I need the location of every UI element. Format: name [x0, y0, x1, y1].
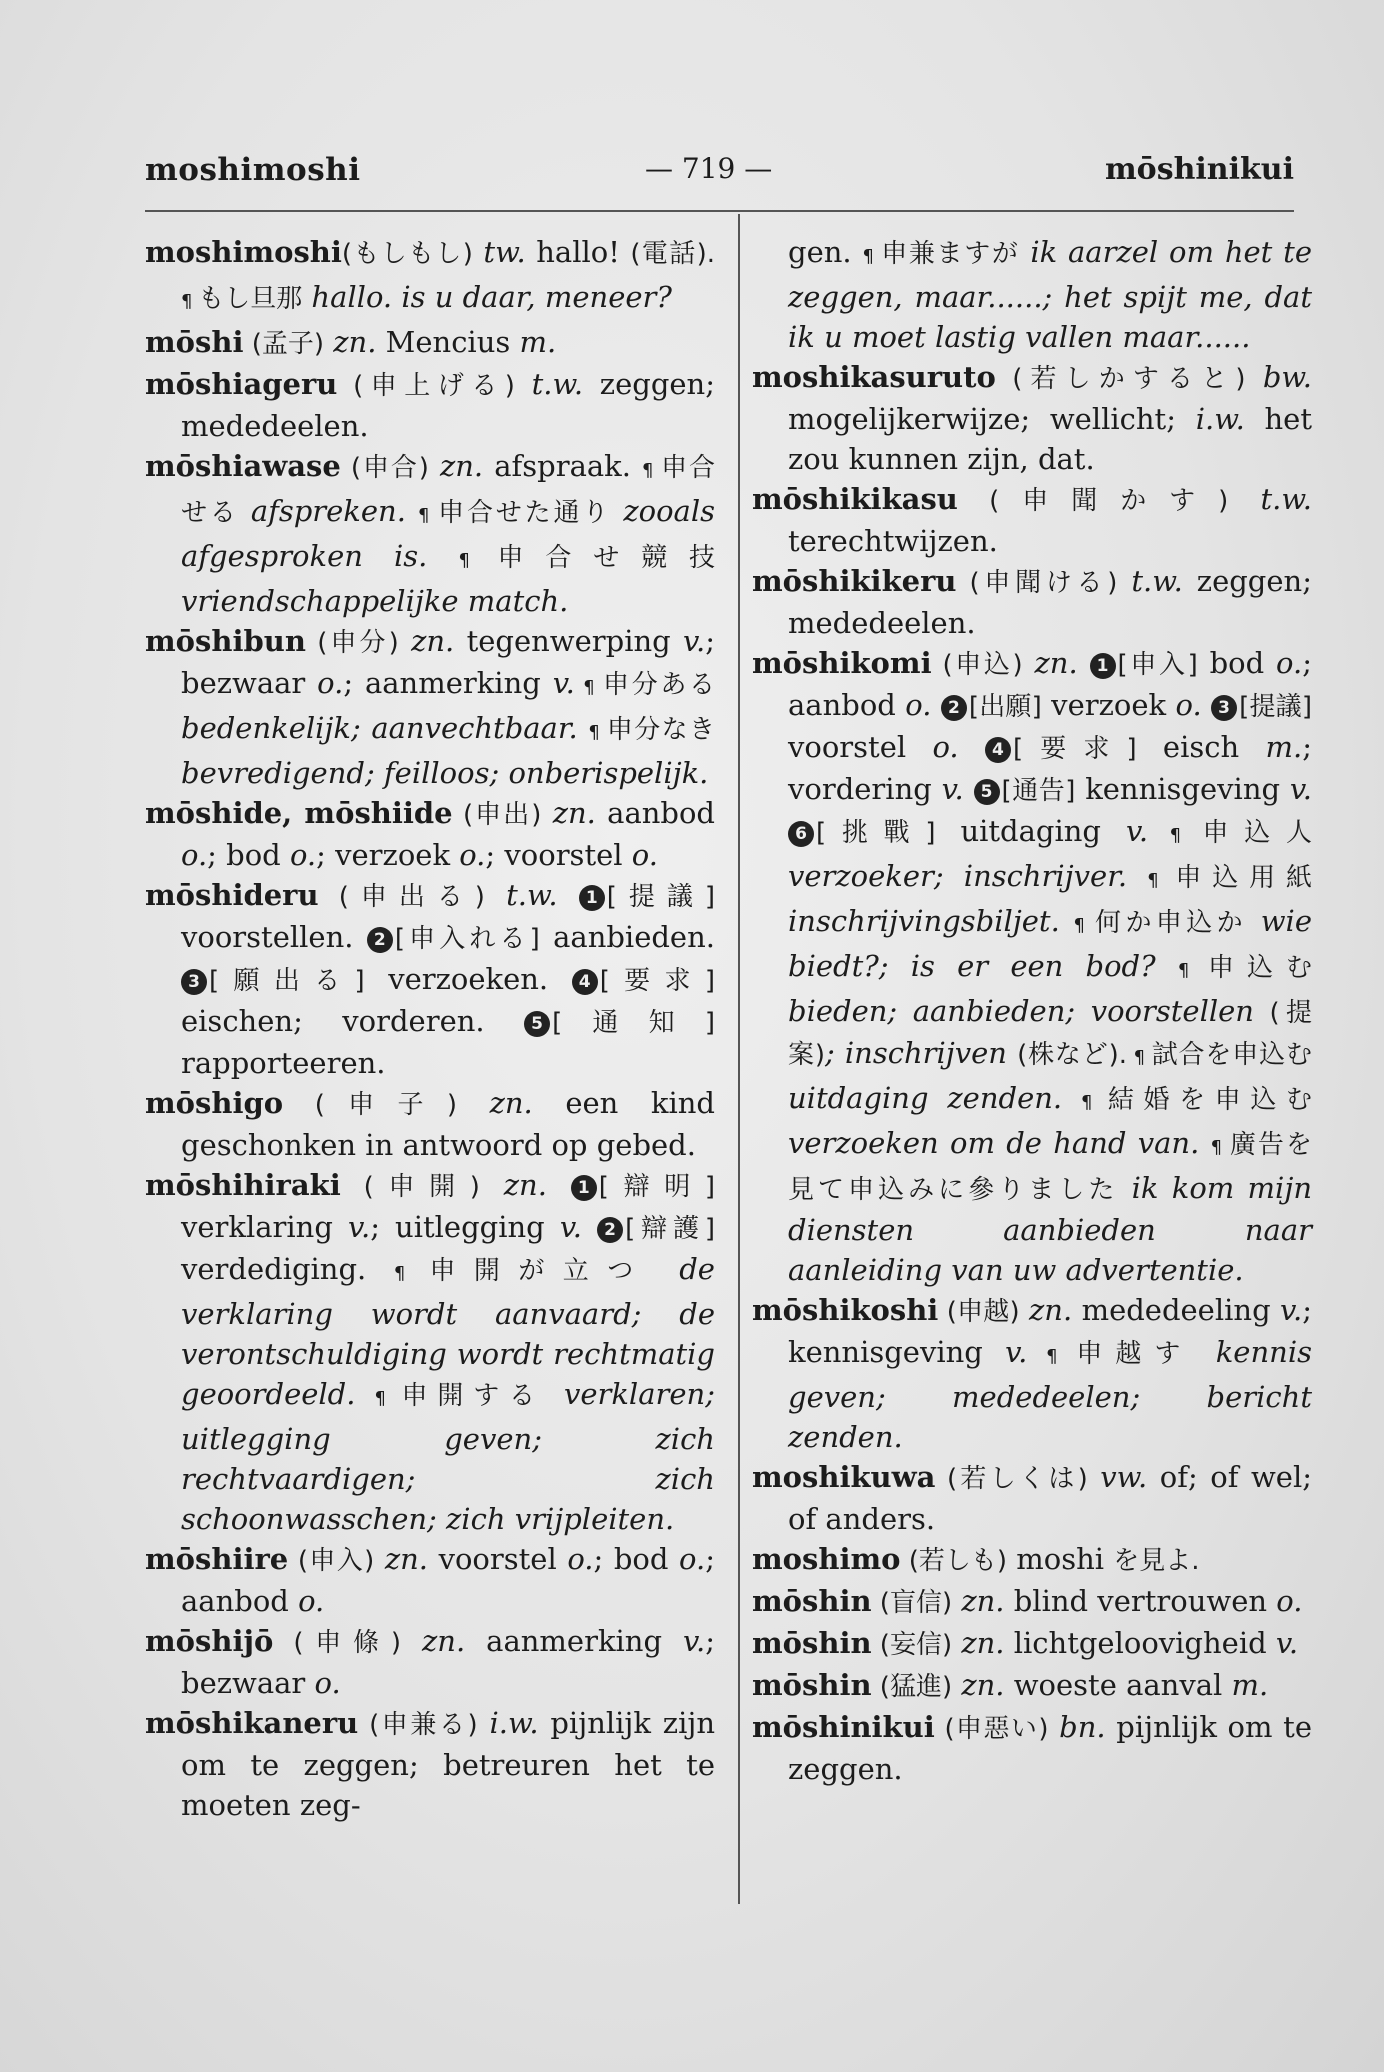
japanese-text: [通知]: [552, 1008, 715, 1038]
definition-text: [964, 772, 974, 806]
definition-text: [582, 1210, 597, 1244]
example-text: ik kom mijn diensten aanbieden naar aanleiding van uw advertentie.: [788, 1171, 1312, 1287]
example-text: verzoeker; inschrijver.: [788, 859, 1148, 893]
sense-number: 1: [1090, 653, 1116, 679]
dictionary-entry: [145, 232, 715, 322]
grammar-label: o.: [905, 688, 932, 722]
japanese-text: (孟子): [243, 329, 325, 359]
japanese-text: (妄信): [871, 1630, 953, 1660]
grammar-label: o.: [631, 838, 658, 872]
japanese-text: (猛進): [871, 1672, 953, 1702]
grammar-label: zn.: [479, 1168, 571, 1202]
definition-text: eischen; vorderen.: [181, 1004, 525, 1038]
grammar-label: v.: [1005, 1335, 1028, 1369]
grammar-label: v.: [1280, 1293, 1303, 1327]
dictionary-entry: [145, 621, 715, 793]
definition-text: Mencius: [376, 325, 520, 359]
sense-number: 5: [524, 1011, 550, 1037]
definition-text: een kind geschonken in antwoord op gebed.: [181, 1086, 715, 1162]
headword: mōshin: [752, 1668, 872, 1702]
pilcrow-mark: ¶: [418, 505, 439, 526]
japanese-text: (もしもし): [341, 239, 473, 269]
pilcrow-mark: ¶: [642, 460, 662, 481]
definition-text: ; uitlegging: [370, 1210, 560, 1244]
headword: mōshiire: [145, 1542, 289, 1576]
grammar-label: o.: [932, 730, 959, 764]
japanese-text: 申開する: [401, 1381, 545, 1411]
example-text: uitdaging zenden.: [788, 1081, 1081, 1115]
japanese-text: (申條): [273, 1628, 401, 1658]
dictionary-entry: [145, 364, 715, 446]
headword: mōshin: [752, 1584, 872, 1618]
definition-text: verdediging.: [181, 1252, 394, 1286]
example-text: hallo. is u daar, meneer?: [302, 280, 672, 314]
dictionary-entry: [752, 357, 1312, 479]
headword: mōshikomi: [752, 646, 932, 680]
japanese-text: (若しくは): [935, 1464, 1088, 1494]
japanese-text: [辯護]: [625, 1214, 715, 1244]
definition-text: aanmerking: [465, 1624, 684, 1658]
definition-text: hallo!: [525, 235, 631, 269]
headword: mōshiageru: [145, 367, 338, 401]
grammar-label: zn.: [952, 1584, 1005, 1618]
definition-text: verzoek: [1041, 688, 1176, 722]
headword: mōshiawase: [145, 449, 341, 483]
japanese-text: (盲信): [871, 1588, 953, 1618]
definition-text: mogelijkerwijze; wellicht;: [788, 402, 1196, 436]
definition-text: zeggen; mededeelen.: [181, 367, 715, 443]
definition-text: aanbod: [595, 796, 715, 830]
definition-text: uitdaging: [935, 814, 1126, 848]
sense-number: 4: [572, 969, 598, 995]
japanese-text: (申分): [305, 628, 399, 658]
example-text: ik aarzel om het te zeggen, maar......; het spijt me, dat ik u moet lastig vallen maar......: [788, 235, 1312, 354]
definition-text: [959, 730, 985, 764]
dictionary-entry: [145, 793, 715, 875]
japanese-text: 申込用紙: [1175, 863, 1312, 893]
definition-text: terechtwijzen.: [788, 524, 998, 558]
grammar-label: o.: [1276, 646, 1303, 680]
definition-text: [1202, 688, 1211, 722]
japanese-text: 申込む: [1208, 953, 1312, 983]
example-text: verklaren; uitlegging geven; zich rechtvaardigen; zich schoonwasschen; zich vrijpleiten.: [181, 1377, 715, 1536]
dictionary-entry: [752, 1290, 1312, 1457]
japanese-text: (申開): [340, 1172, 480, 1202]
grammar-label: m.: [1265, 730, 1303, 764]
dictionary-entry: [752, 232, 1312, 357]
dictionary-entry: [145, 322, 715, 364]
dictionary-entry: [145, 1539, 715, 1621]
example-text: bevredigend; feilloos; onberispelijk.: [181, 756, 709, 790]
definition-text: afspraak.: [483, 449, 643, 483]
japanese-text: [挑戰]: [816, 818, 936, 848]
example-text: bedenkelijk; aanvechtbaar.: [181, 711, 589, 745]
japanese-text: を見よ.: [1113, 1546, 1200, 1576]
definition-text: blind vertrouwen: [1004, 1584, 1277, 1618]
example-text: de verklaring wordt aanvaard; de verontschuldiging wordt rechtmatig geoordeeld.: [181, 1252, 715, 1411]
headword: mōshihiraki: [145, 1168, 341, 1202]
japanese-text: (申入): [288, 1546, 375, 1576]
dictionary-entry: [752, 1623, 1312, 1665]
definition-text: verzoeken.: [364, 962, 572, 996]
definition-text: ; bezwaar: [181, 624, 715, 700]
japanese-text: 廣告を見て申込みに參りました: [788, 1130, 1312, 1205]
japanese-text: [提議]: [1239, 692, 1312, 722]
definition-text: gen.: [788, 235, 863, 269]
grammar-label: v.: [941, 772, 964, 806]
grammar-label: o.: [289, 838, 317, 872]
pilcrow-mark: ¶: [1210, 1137, 1230, 1158]
headword: mōshikoshi: [752, 1293, 939, 1327]
grammar-label: i.w.: [1195, 402, 1245, 436]
dictionary-entry: [752, 1665, 1312, 1707]
headword: moshikuwa: [752, 1460, 936, 1494]
grammar-label: o.: [567, 1542, 594, 1576]
japanese-text: (提案): [788, 998, 1312, 1070]
sense-number: 6: [788, 821, 814, 847]
japanese-text: (申兼る): [358, 1710, 478, 1740]
japanese-text: (申出): [452, 800, 542, 830]
definition-text: ; voorstel: [485, 838, 632, 872]
grammar-label: zn.: [324, 325, 377, 359]
grammar-label: v.: [1289, 772, 1313, 806]
headword: mōshinikui: [752, 1710, 935, 1744]
definition-text: mededeeling: [1072, 1293, 1281, 1327]
japanese-text: 申兼ますが: [881, 239, 1020, 269]
definition-text: tegenwerping: [454, 624, 684, 658]
example-text: zooals afgesproken is.: [181, 494, 715, 573]
dictionary-entry: [752, 1539, 1312, 1581]
pilcrow-mark: ¶: [1081, 1092, 1108, 1113]
japanese-text: 何か申込か: [1095, 908, 1248, 938]
dictionary-entry: [145, 446, 715, 621]
definition-text: ; aanbod: [181, 1542, 715, 1618]
grammar-label: zn.: [428, 449, 484, 483]
grammar-label: v.: [348, 1210, 371, 1244]
left-column: [145, 232, 715, 1825]
grammar-label: v.: [1125, 814, 1149, 848]
grammar-label: zn.: [541, 796, 596, 830]
grammar-label: vw.: [1087, 1460, 1148, 1494]
headword: mōshikikasu: [752, 482, 958, 516]
japanese-text: [要求]: [599, 966, 715, 996]
grammar-label: t.w.: [1117, 564, 1183, 598]
grammar-label: m.: [519, 325, 557, 359]
grammar-label: zn.: [398, 624, 455, 658]
running-head-right: mōshinikui: [1104, 152, 1294, 187]
definition-text: verklaring: [181, 1210, 349, 1244]
grammar-label: m.: [1231, 1668, 1269, 1702]
japanese-text: (申出る): [318, 882, 485, 912]
sense-number: 2: [367, 927, 393, 953]
pilcrow-mark: ¶: [862, 246, 882, 267]
definition-text: voorstel: [788, 730, 933, 764]
sense-number: 4: [985, 737, 1011, 763]
sense-number: 3: [1211, 695, 1237, 721]
pilcrow-mark: ¶: [1148, 825, 1203, 846]
grammar-label: o.: [314, 1666, 341, 1700]
japanese-text: 結婚を申込む: [1107, 1085, 1312, 1115]
pilcrow-mark: ¶: [1027, 1346, 1077, 1367]
definition-text: [931, 688, 940, 722]
headword: moshikasuruto: [752, 360, 996, 394]
grammar-label: o.: [1276, 1584, 1303, 1618]
header-rule: [145, 210, 1294, 212]
dictionary-entry: [752, 561, 1312, 643]
grammar-label: zn.: [952, 1668, 1005, 1702]
grammar-label: v.: [552, 666, 575, 700]
japanese-text: [出願]: [968, 692, 1042, 722]
grammar-label: v.: [1275, 1626, 1299, 1660]
grammar-label: bn.: [1048, 1710, 1106, 1744]
japanese-text: [辯明]: [598, 1172, 715, 1202]
japanese-text: (申子): [283, 1090, 458, 1120]
grammar-label: bw.: [1245, 360, 1312, 394]
grammar-label: t.w.: [484, 878, 579, 912]
grammar-label: t.w.: [1228, 482, 1312, 516]
definition-text: ; aanbod: [788, 646, 1312, 722]
page-number: — 719 —: [645, 152, 773, 185]
headword: mōshikaneru: [145, 1706, 359, 1740]
japanese-text: 申開が立つ: [429, 1256, 652, 1286]
japanese-text: (申越): [938, 1297, 1020, 1327]
definition-text: woeste aanval: [1004, 1668, 1232, 1702]
example-text: vriendschappelijke match.: [181, 584, 569, 618]
example-text: ; inschrijven: [825, 1036, 1018, 1070]
japanese-text: (申聞ける): [956, 568, 1118, 598]
japanese-text: (若しも): [900, 1546, 1008, 1576]
definition-text: moshi: [1007, 1542, 1114, 1576]
grammar-label: zn.: [1019, 1293, 1073, 1327]
japanese-text: 申分ある: [603, 670, 715, 700]
grammar-label: o.: [1175, 688, 1202, 722]
sense-number: 2: [941, 695, 967, 721]
grammar-label: o.: [298, 1584, 325, 1618]
japanese-text: [通告]: [1001, 776, 1076, 806]
headword: mōshin: [752, 1626, 872, 1660]
definition-text: voorstellen.: [181, 920, 367, 954]
definition-text: ; vordering: [788, 730, 1312, 806]
definition-text: rapporteeren.: [181, 1046, 386, 1080]
definition-text: pijnlijk zijn om te zeggen; betreuren het te moeten zeg-: [181, 1706, 716, 1822]
dictionary-entry: [145, 1165, 715, 1539]
headword: moshimoshi: [145, 235, 342, 269]
japanese-text: [申入]: [1117, 650, 1198, 680]
pilcrow-mark: ¶: [1147, 870, 1176, 891]
headword: mōshijō: [145, 1624, 274, 1658]
example-text: wie biedt?; is er een bod?: [788, 904, 1312, 983]
example-text: kennis geven; mededeelen; bericht zenden.: [788, 1335, 1312, 1454]
pilcrow-mark: ¶: [458, 550, 498, 571]
example-text: afspreken.: [238, 494, 419, 528]
japanese-text: (申惡い): [934, 1714, 1049, 1744]
japanese-text: (申上げる): [337, 371, 515, 401]
sense-number: 3: [181, 969, 207, 995]
pilcrow-mark: ¶: [393, 1263, 430, 1284]
dictionary-entry: [752, 1581, 1312, 1623]
grammar-label: o.: [459, 838, 486, 872]
pilcrow-mark: ¶: [588, 722, 607, 743]
grammar-label: o.: [181, 838, 208, 872]
japanese-text: 申分なき: [606, 715, 715, 745]
sense-number: 5: [974, 779, 1000, 805]
grammar-label: tw.: [472, 235, 526, 269]
definition-text: aanbieden.: [539, 920, 715, 954]
definition-text: ; bod: [593, 1542, 680, 1576]
dictionary-entry: [752, 1707, 1312, 1789]
grammar-label: zn.: [457, 1086, 533, 1120]
sense-number: 2: [597, 1217, 623, 1243]
headword: mōshikikeru: [752, 564, 957, 598]
japanese-text: [願出る]: [209, 966, 365, 996]
dictionary-entry: [145, 1703, 715, 1825]
sense-number: 1: [571, 1175, 597, 1201]
headword: mōshibun: [145, 624, 306, 658]
example-text: inschrijvingsbiljet.: [788, 904, 1074, 938]
pilcrow-mark: ¶: [1177, 960, 1209, 981]
pilcrow-mark: ¶: [1073, 915, 1096, 936]
dictionary-entry: [752, 643, 1312, 1290]
column-divider: [738, 214, 740, 1904]
japanese-text: (申合): [340, 453, 429, 483]
definition-text: bod: [1197, 646, 1277, 680]
headword: moshimo: [752, 1542, 901, 1576]
definition-text: voorstel: [428, 1542, 568, 1576]
headword: mōshideru: [145, 878, 319, 912]
japanese-text: [要求]: [1012, 734, 1137, 764]
definition-text: of; of wel; of anders.: [788, 1460, 1313, 1536]
grammar-label: i.w.: [477, 1706, 539, 1740]
japanese-text: もし旦那: [198, 284, 303, 314]
dictionary-entry: [145, 875, 715, 1083]
japanese-text: 試合を申込む: [1151, 1040, 1312, 1070]
definition-text: kennisgeving: [1075, 772, 1290, 806]
headword: mōshigo: [145, 1086, 284, 1120]
grammar-label: zn.: [374, 1542, 428, 1576]
grammar-label: v.: [559, 1210, 582, 1244]
dictionary-entry: [752, 1457, 1312, 1539]
definition-text: ; bod: [207, 838, 290, 872]
grammar-label: zn.: [400, 1624, 466, 1658]
japanese-text: [申入れる]: [394, 924, 540, 954]
example-text: verzoeken om de hand van.: [788, 1126, 1211, 1160]
japanese-text: (若しかすると): [995, 364, 1246, 394]
grammar-label: o.: [317, 666, 344, 700]
grammar-label: v.: [683, 1624, 706, 1658]
japanese-text: (申聞かす): [957, 486, 1229, 516]
definition-text: pijnlijk om te zeggen.: [788, 1710, 1312, 1786]
japanese-text: (電話).: [630, 239, 715, 269]
dictionary-entry: [145, 1621, 715, 1703]
japanese-text: 申合せ競技: [497, 543, 715, 573]
definition-text: ; bezwaar: [181, 1624, 715, 1700]
grammar-label: o.: [679, 1542, 706, 1576]
sense-number: 1: [579, 885, 605, 911]
japanese-text: [提議]: [606, 882, 715, 912]
pilcrow-mark: ¶: [574, 677, 604, 698]
pilcrow-mark: ¶: [1127, 1047, 1152, 1068]
japanese-text: 申越す: [1076, 1339, 1194, 1369]
japanese-text: (申込): [931, 650, 1023, 680]
definition-text: lichtgeloovigheid: [1004, 1626, 1276, 1660]
japanese-text: 申合せる: [181, 453, 715, 528]
headword: mōshide, mōshiide: [145, 796, 453, 830]
headword: mōshi: [145, 325, 244, 359]
pilcrow-mark: ¶: [181, 291, 199, 312]
dictionary-entry: [752, 479, 1312, 561]
grammar-label: zn.: [952, 1626, 1005, 1660]
definition-text: ; aanmerking: [343, 666, 553, 700]
dictionary-entry: [145, 1083, 715, 1165]
definition-text: ; verzoek: [316, 838, 460, 872]
japanese-text: 申込人: [1202, 818, 1312, 848]
pilcrow-mark: ¶: [374, 1388, 402, 1409]
japanese-text: (株など).: [1017, 1040, 1128, 1070]
definition-text: eisch: [1136, 730, 1266, 764]
definition-text: zeggen; mededeelen.: [788, 564, 1312, 640]
japanese-text: 申合せた通り: [438, 498, 612, 528]
grammar-label: zn.: [1022, 646, 1090, 680]
definition-text: ; kennisgeving: [788, 1293, 1312, 1369]
grammar-label: v.: [683, 624, 706, 658]
running-head-left: moshimoshi: [145, 152, 361, 188]
grammar-label: t.w.: [514, 367, 584, 401]
example-text: bieden; aanbieden; voorstellen: [788, 994, 1270, 1028]
definition-text: het zou kunnen zijn, dat.: [788, 402, 1312, 476]
right-column: [752, 232, 1312, 1789]
